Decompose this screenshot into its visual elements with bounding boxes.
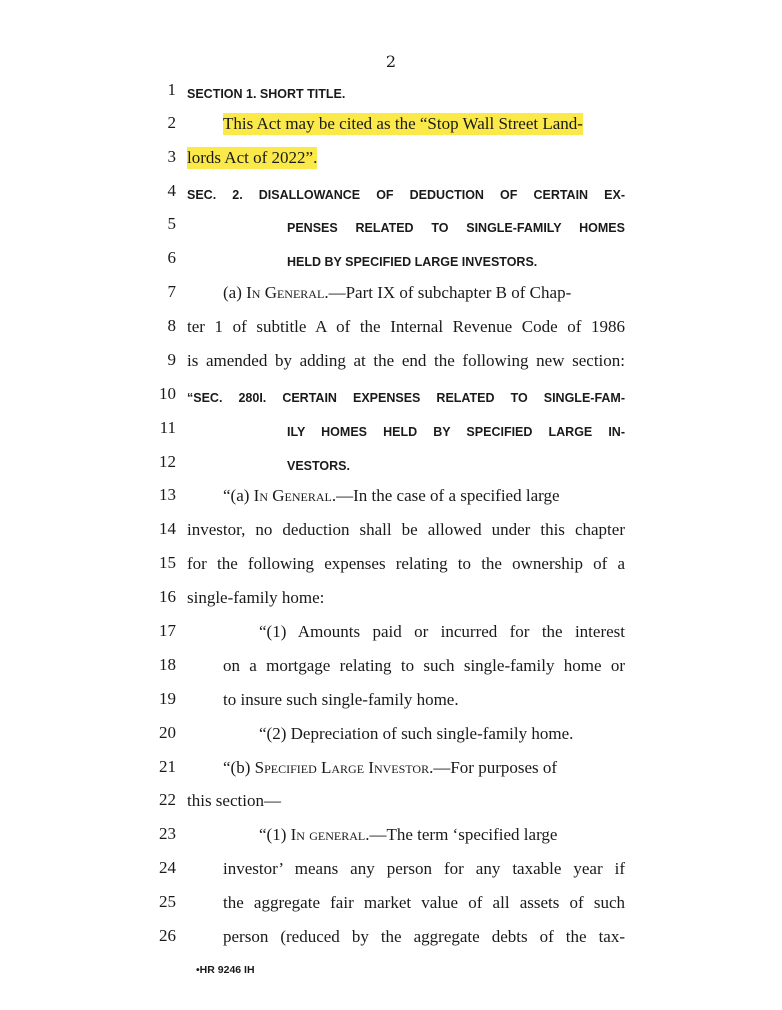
line-number: 20 — [159, 723, 176, 742]
line-25 — [0, 892, 782, 926]
subsection-label: “(b) — [223, 758, 255, 777]
line-text: on a mortgage relating to such single-family home or — [223, 656, 625, 675]
line-text: to insure such single-family home. — [223, 690, 459, 709]
line-2 — [0, 113, 782, 147]
subsection-heading: In general — [290, 825, 366, 844]
line-text — [259, 824, 557, 846]
line-text: is amended by adding at the end the following new section: — [187, 351, 625, 370]
section-heading: SEC. 2. DISALLOWANCE OF DEDUCTION OF CERTAIN EX- — [187, 188, 625, 202]
line-text: .—The term ‘specified large — [365, 825, 558, 844]
line-9 — [0, 350, 782, 384]
line-text: the aggregate fair market value of all assets of such — [223, 893, 625, 912]
line-number: 24 — [159, 858, 176, 877]
subsection-label: “(1) — [259, 825, 291, 844]
subsection-heading: Specified Large Investor — [254, 758, 430, 777]
line-number: 5 — [167, 214, 176, 233]
line-10 — [0, 384, 782, 418]
subsection-heading: In General — [246, 283, 325, 302]
line-24 — [0, 858, 782, 892]
line-number: 6 — [167, 248, 176, 267]
subsection-label: (a) — [223, 283, 247, 302]
section-heading: ILY HOMES HELD BY SPECIFIED LARGE IN- — [287, 425, 625, 439]
line-number: 18 — [159, 655, 176, 674]
line-text: ter 1 of subtitle A of the Internal Revenue Code of 1986 — [187, 317, 625, 336]
line-number: 15 — [159, 553, 176, 572]
line-17 — [0, 621, 782, 655]
line-text: .—For purposes of — [429, 758, 558, 777]
line-text: “(1) Amounts paid or incurred for the interest — [259, 622, 625, 641]
line-text: person (reduced by the aggregate debts of the tax- — [223, 927, 625, 946]
line-15 — [0, 553, 782, 587]
line-number: 25 — [159, 892, 176, 911]
line-4 — [0, 181, 782, 215]
line-text — [223, 757, 557, 779]
section-heading: PENSES RELATED TO SINGLE-FAMILY HOMES — [287, 221, 625, 235]
line-6 — [0, 248, 782, 282]
line-number: 21 — [159, 757, 176, 776]
line-5 — [0, 214, 782, 248]
line-number: 22 — [159, 790, 176, 809]
line-7 — [0, 282, 782, 316]
subsection-label: “(a) — [223, 486, 254, 505]
line-number: 16 — [159, 587, 176, 606]
bill-footer: •HR 9246 IH — [196, 964, 255, 976]
line-8 — [0, 316, 782, 350]
line-number: 8 — [167, 316, 176, 335]
line-number: 11 — [159, 418, 176, 437]
line-number: 7 — [167, 282, 176, 301]
line-11 — [0, 418, 782, 452]
line-text: for the following expenses relating to the ownership of a — [187, 554, 625, 573]
line-20 — [0, 723, 782, 757]
line-number: 10 — [159, 384, 176, 403]
line-number: 26 — [159, 926, 176, 945]
section-heading: HELD BY SPECIFIED LARGE INVESTORS. — [287, 255, 538, 269]
section-heading: SECTION 1. SHORT TITLE. — [187, 87, 346, 101]
line-16 — [0, 587, 782, 621]
highlighted-text: This Act may be cited as the “Stop Wall Street Land- — [223, 114, 583, 133]
line-number: 17 — [159, 621, 176, 640]
line-text: .—Part IX of subchapter B of Chap- — [324, 283, 572, 302]
line-23 — [0, 824, 782, 858]
line-text: investor, no deduction shall be allowed under this chapter — [187, 520, 625, 539]
section-heading: “SEC. 280I. CERTAIN EXPENSES RELATED TO SINGLE-FAM- — [187, 391, 625, 405]
line-13 — [0, 485, 782, 519]
highlighted-text: lords Act of 2022”. — [187, 148, 318, 167]
line-text: .—In the case of a specified large — [331, 486, 560, 505]
line-26 — [0, 926, 782, 960]
line-number: 23 — [159, 824, 176, 843]
line-number: 13 — [159, 485, 176, 504]
line-number: 1 — [167, 80, 176, 99]
line-22 — [0, 790, 782, 824]
line-14 — [0, 519, 782, 553]
line-number: 4 — [167, 181, 176, 200]
page-number: 2 — [385, 52, 397, 71]
line-text: “(2) Depreciation of such single-family home. — [259, 724, 574, 743]
line-3 — [0, 147, 782, 181]
line-text: investor’ means any person for any taxable year if — [223, 859, 625, 878]
line-text: single-family home: — [187, 588, 325, 607]
line-number: 19 — [159, 689, 176, 708]
line-text: this section— — [187, 791, 281, 810]
line-number: 9 — [167, 350, 176, 369]
line-21 — [0, 757, 782, 791]
line-number: 14 — [159, 519, 176, 538]
line-text — [223, 282, 571, 304]
section-heading: VESTORS. — [287, 459, 350, 473]
line-19 — [0, 689, 782, 723]
line-text — [223, 485, 560, 507]
subsection-heading: In General — [253, 486, 332, 505]
line-number: 2 — [167, 113, 176, 132]
line-number: 3 — [167, 147, 176, 166]
line-18 — [0, 655, 782, 689]
line-12 — [0, 452, 782, 486]
line-1 — [0, 80, 782, 114]
line-number: 12 — [159, 452, 176, 471]
